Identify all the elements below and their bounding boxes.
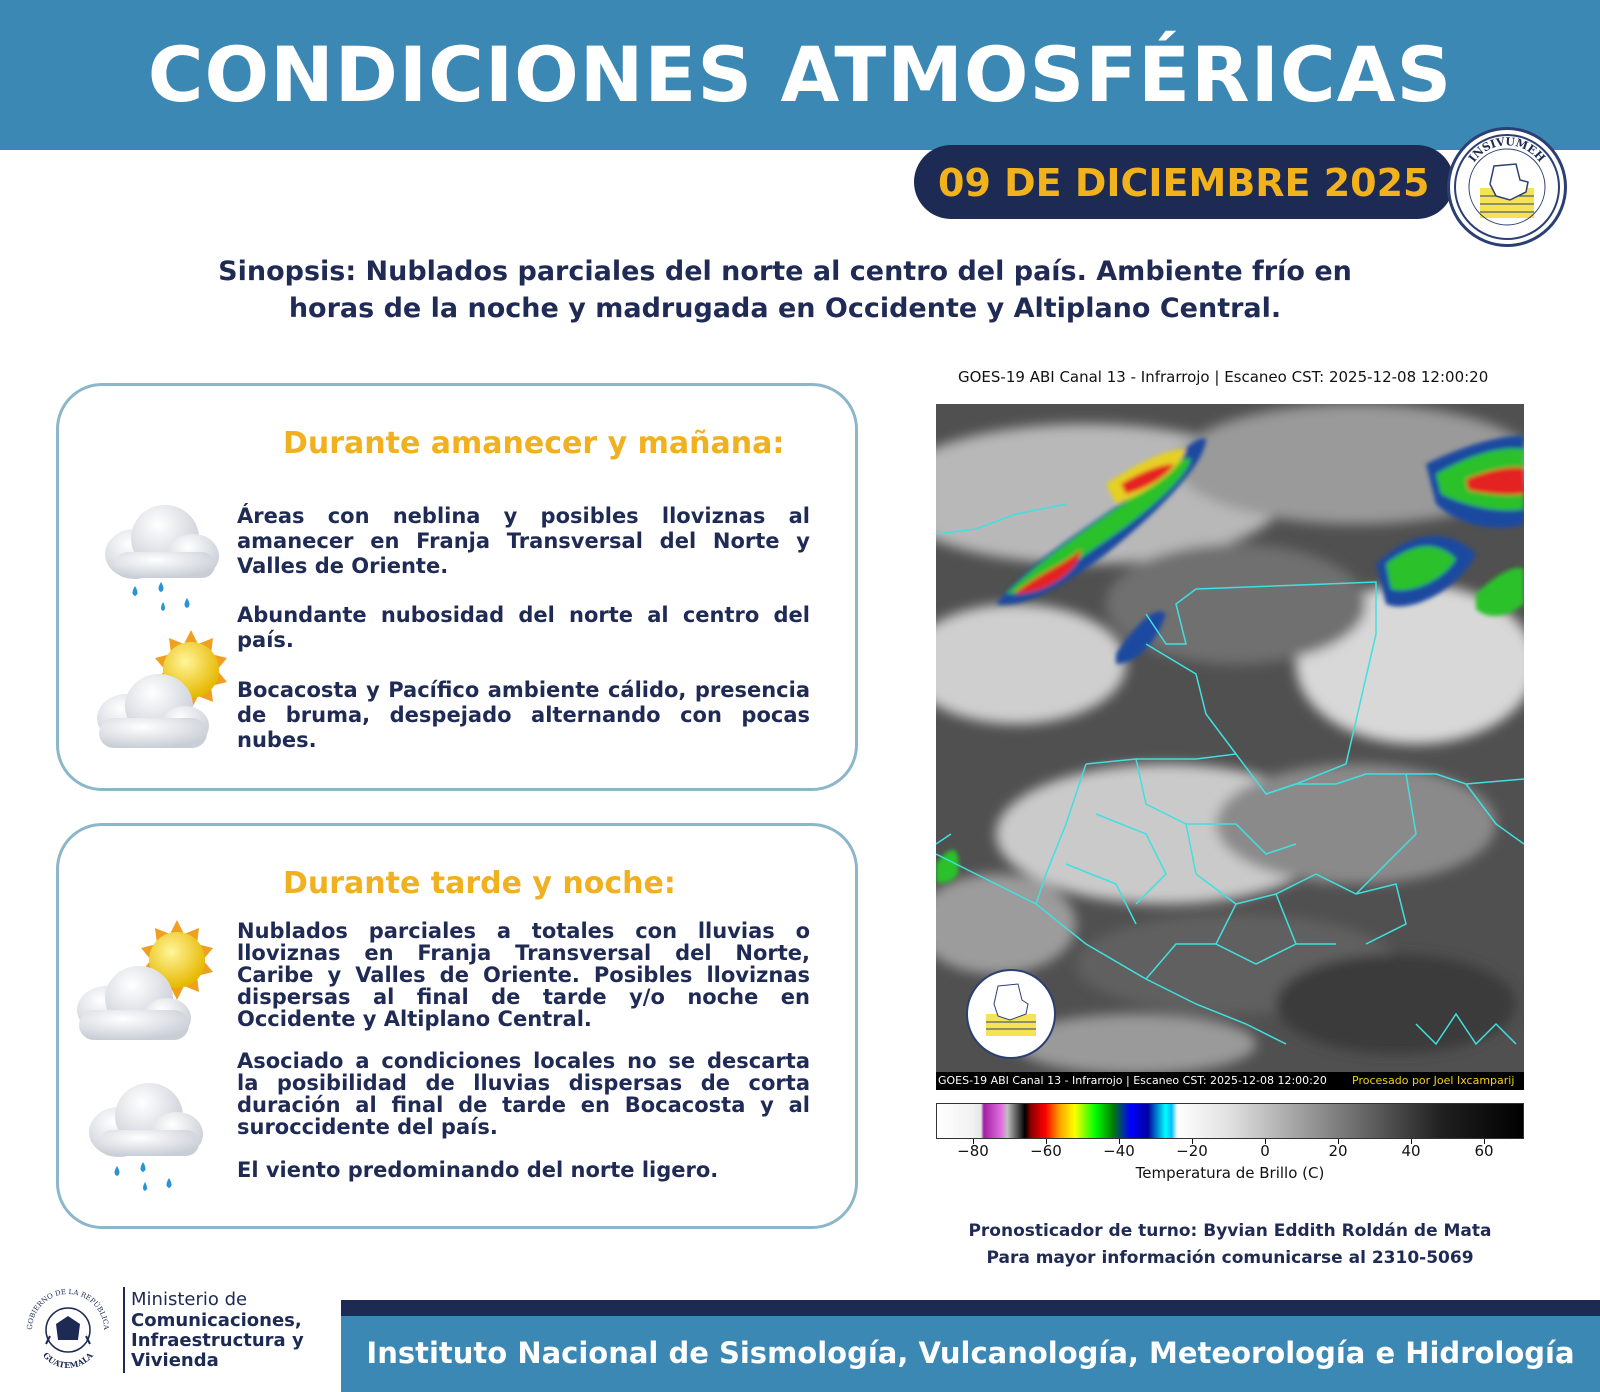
insivumeh-logo [1447,127,1567,247]
sun-behind-cloud-icon [85,630,235,760]
colorbar-tick-label: 40 [1401,1142,1421,1160]
colorbar-tick-label: −60 [1030,1142,1062,1160]
ministry-name-line: Vivienda [131,1350,219,1371]
evening-title: Durante tarde y noche: [283,866,676,901]
temperature-colorbar [936,1103,1524,1139]
evening-paragraph-1: Nublados parciales a totales con lluvias o lloviznas en Franja Transversal del Norte, Caribe y Valles de Oriente. Posibles lloviznas dispersas al final de tarde y/o noche en Occidente y Altiplano Central. [237,919,810,1031]
ministry-name-line: Comunicaciones, [131,1310,302,1331]
evening-paragraph-2: Asociado a condiciones locales no se descarta la posibilidad de lluvias dispersas de corta duración al final de tarde en Bocacosta y al suroccidente del país. [237,1049,810,1139]
satellite-credit: Procesado por Joel Ixcamparij [1352,1074,1515,1087]
report-date: 09 DE DICIEMBRE 2025 [938,161,1430,205]
page-title: CONDICIONES ATMOSFÉRICAS [147,30,1453,119]
forecaster-info [930,1218,1530,1272]
ministry-divider [123,1287,125,1373]
colorbar-label: Temperatura de Brillo (C) [1135,1164,1325,1182]
ministry-name-line: Infraestructura y [131,1330,304,1351]
ministry-name [131,1311,304,1371]
colorbar-tick-label: 60 [1474,1142,1494,1160]
contact-phone: Para mayor información comunicarse al 2310-5069 [986,1248,1474,1268]
satellite-bottom-caption: GOES-19 ABI Canal 13 - Infrarrojo | Escaneo CST: 2025-12-08 12:00:20 [938,1074,1327,1087]
morning-title: Durante amanecer y mañana: [283,426,785,461]
synopsis-line-1: Sinopsis: Nublados parciales del norte al centro del país. Ambiente frío en [218,256,1352,287]
cloud-drizzle-icon [97,496,227,621]
evening-paragraph-3: El viento predominando del norte ligero. [237,1158,719,1182]
morning-paragraph-1: Áreas con neblina y posibles lloviznas al amanecer en Franja Transversal del Norte y Valles de Oriente. [237,504,810,578]
satellite-caption: GOES-19 ABI Canal 13 - Infrarrojo | Escaneo CST: 2025-12-08 12:00:20 [958,368,1489,386]
ministry-label: Ministerio de [131,1289,248,1310]
guatemala-seal [22,1284,114,1376]
morning-paragraph-3: Bocacosta y Pacífico ambiente cálido, presencia de bruma, despejado alternando con pocas nubes. [237,678,810,752]
seal-top-text: GOBIERNO DE LA REPÚBLICA [25,1287,111,1331]
colorbar-tick-label: −80 [957,1142,989,1160]
watermark-logo [967,970,1055,1058]
institute-name: Instituto Nacional de Sismología, Vulcanología, Meteorología e Hidrología [366,1336,1575,1370]
satellite-image [936,404,1524,1090]
synopsis-line-2: horas de la noche y madrugada en Occidente y Altiplano Central. [288,293,1282,324]
cloud-rain-icon [81,1074,211,1199]
morning-paragraph-2: Abundante nubosidad del norte al centro del país. [237,603,810,652]
sun-behind-cloud-icon [65,920,221,1050]
colorbar-tick-label: 20 [1328,1142,1348,1160]
synopsis [150,253,1420,327]
colorbar-tick-label: 0 [1260,1142,1270,1160]
morning-card [56,383,858,791]
evening-card [56,823,858,1229]
logo-text: INSIVUMEH [1465,135,1548,165]
seal-bottom-text: GUATEMALA [41,1350,95,1371]
colorbar-tick-label: −40 [1103,1142,1135,1160]
footer-banner-stripe [341,1300,1600,1316]
colorbar-tick-label: −20 [1176,1142,1208,1160]
forecaster-name: Pronosticador de turno: Byvian Eddith Roldán de Mata [968,1221,1492,1241]
